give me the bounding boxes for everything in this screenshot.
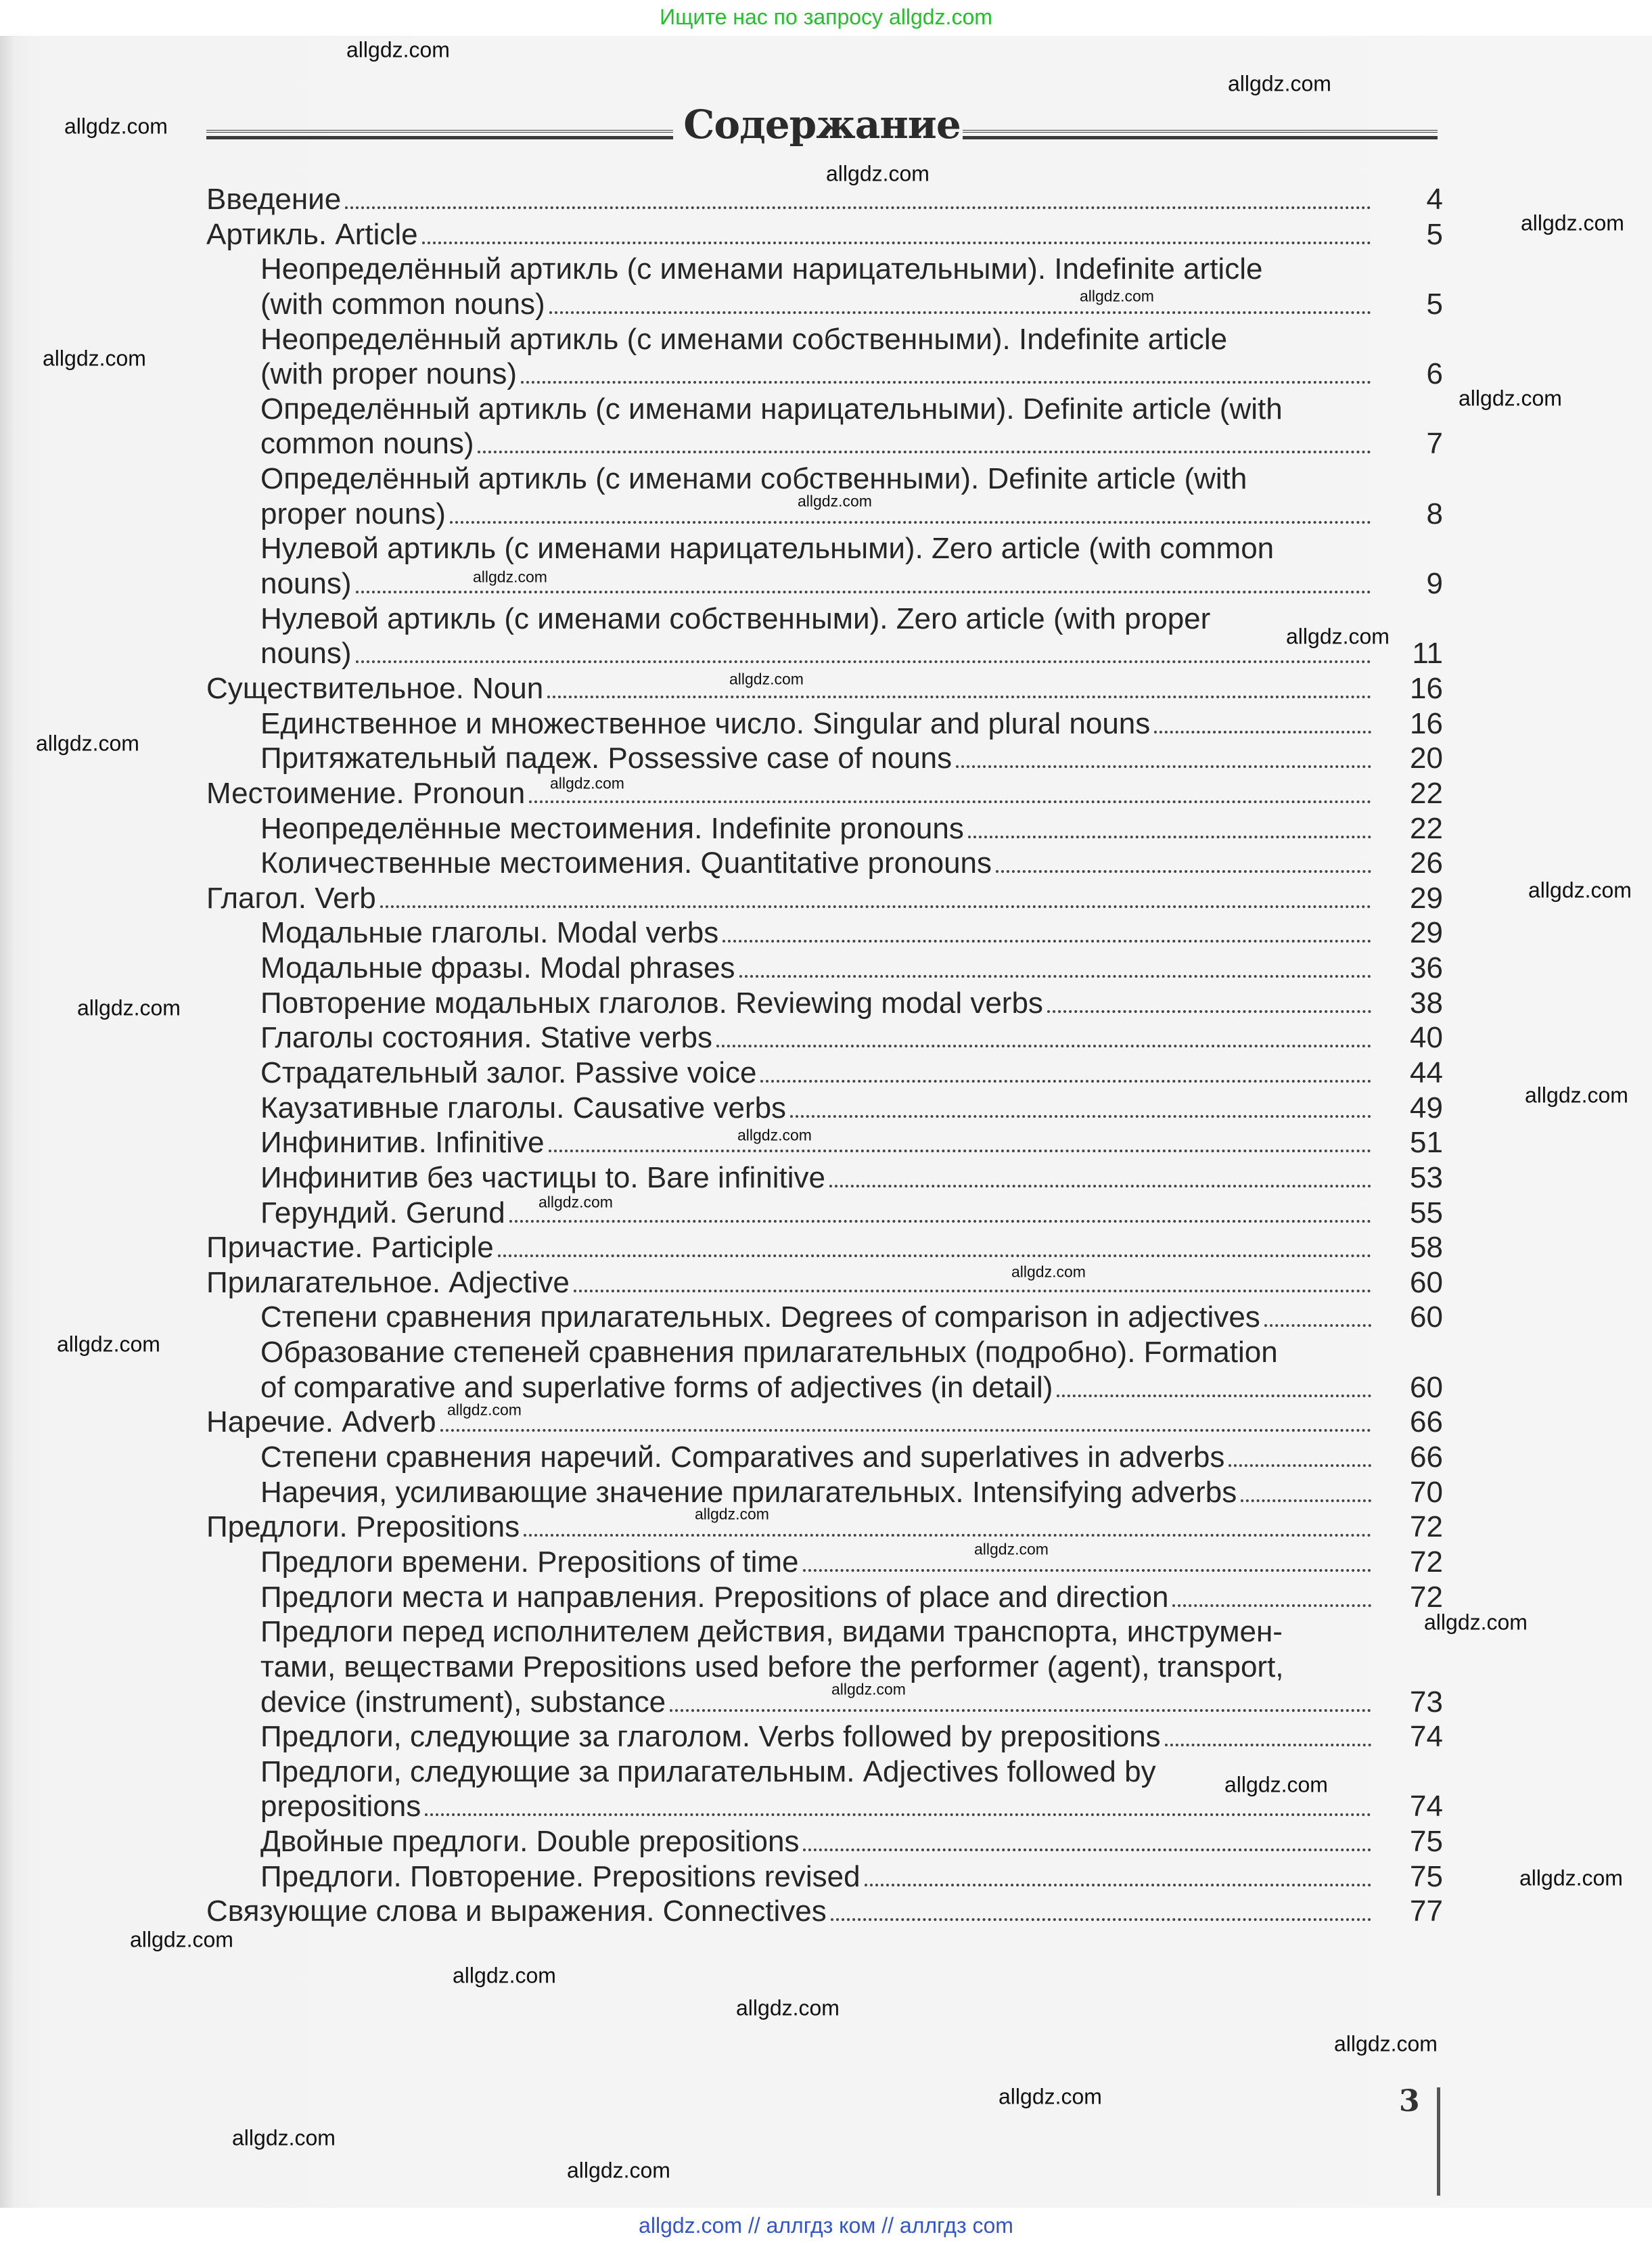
toc-page-number: 72	[1410, 1510, 1443, 1544]
toc-page-number: 38	[1410, 986, 1443, 1020]
toc-page-number: 7	[1426, 427, 1443, 461]
dot-leader	[956, 765, 1371, 768]
toc-line	[260, 1475, 1443, 1510]
toc-page-number: 55	[1410, 1196, 1443, 1229]
toc-page-number: 72	[1410, 1545, 1443, 1579]
toc-entry-title: Неопределённый артикль (с именами нарицательными). Indefinite article	[260, 252, 1263, 286]
toc-entry-title: Связующие слова и выражения. Connectives	[206, 1895, 827, 1928]
dot-leader	[574, 1290, 1371, 1292]
toc-line	[260, 602, 1210, 637]
dot-leader	[450, 521, 1371, 524]
toc-page-number: 70	[1410, 1475, 1443, 1509]
toc-entry-title: Повторение модальных глаголов. Reviewing modal verbs	[260, 986, 1043, 1020]
toc-entry-title: Неопределённый артикль (с именами собственными). Indefinite article	[260, 322, 1228, 356]
toc-entry-title: common nouns)	[260, 427, 474, 461]
dot-leader	[1172, 1604, 1371, 1607]
dot-leader	[345, 206, 1371, 209]
toc-line	[260, 706, 1443, 742]
toc-line	[260, 1685, 1443, 1720]
dot-leader	[549, 1150, 1371, 1152]
toc-line	[206, 1894, 1443, 1929]
toc-line	[260, 1440, 1443, 1475]
toc-line	[206, 881, 1443, 916]
toc-page-number: 66	[1410, 1441, 1443, 1474]
watermark: allgdz.com	[453, 1963, 556, 1988]
toc-entry-title: (with proper nouns)	[260, 357, 518, 391]
toc-page-number: 16	[1410, 706, 1443, 740]
toc-line	[260, 1754, 1156, 1790]
watermark: allgdz.com	[831, 1680, 906, 1698]
dot-leader	[478, 451, 1371, 453]
dot-leader	[498, 1254, 1371, 1257]
toc-page-number: 36	[1410, 951, 1443, 985]
watermark: allgdz.com	[737, 1126, 812, 1144]
toc-entry-title: Предлоги. Повторение. Prepositions revised	[260, 1859, 861, 1893]
toc-line	[260, 392, 1283, 427]
dot-leader	[422, 242, 1371, 244]
toc-entry-title: Нулевой артикль (с именами собственными). Zero article (with proper	[260, 602, 1211, 635]
toc-page-number: 58	[1410, 1231, 1443, 1265]
toc-line	[260, 531, 1274, 566]
toc-page-number: 26	[1410, 846, 1443, 880]
toc-page-number: 22	[1410, 776, 1443, 810]
toc-entry-title: Образование степеней сравнения прилагательных (подробно). Formation	[260, 1336, 1278, 1369]
watermark: allgdz.com	[1080, 287, 1154, 305]
toc-entry-title: proper nouns)	[260, 497, 446, 530]
toc-line	[260, 1614, 1283, 1650]
watermark: allgdz.com	[130, 1927, 233, 1952]
toc-line	[260, 1300, 1443, 1335]
toc-page-number: 29	[1410, 881, 1443, 915]
toc-line	[260, 1580, 1443, 1615]
toc-entry-title: Определённый артикль (с именами собственными). Definite article (with	[260, 462, 1247, 496]
dot-leader	[356, 660, 1371, 663]
toc-entry-title: Неопределённые местоимения. Indefinite pronouns	[260, 811, 964, 845]
watermark: allgdz.com	[1525, 1083, 1628, 1108]
watermark: allgdz.com	[538, 1193, 613, 1211]
watermark: allgdz.com	[1528, 878, 1632, 903]
watermark: allgdz.com	[826, 161, 930, 186]
page-title: Содержание	[683, 101, 961, 148]
toc-entry-title: Прилагательное. Adjective	[206, 1265, 570, 1299]
toc-page-number: 75	[1410, 1825, 1443, 1859]
toc-page-number: 6	[1426, 357, 1443, 391]
toc-page-number: 60	[1410, 1265, 1443, 1299]
toc-line	[260, 1125, 1443, 1160]
toc-line	[260, 461, 1247, 497]
toc-entry-title: Артикль. Article	[206, 217, 418, 251]
footer-banner: allgdz.com // аллгдз ком // аллгдз com	[639, 2213, 1013, 2238]
watermark: allgdz.com	[232, 2125, 336, 2150]
search-banner: Ищите нас по запросу allgdz.com	[660, 5, 992, 29]
dot-leader	[440, 1429, 1371, 1432]
toc-page-number: 16	[1410, 671, 1443, 705]
dot-leader	[509, 1220, 1371, 1223]
toc-page-number: 8	[1426, 497, 1443, 530]
toc-entry-title: Наречие. Adverb	[206, 1405, 436, 1439]
watermark: allgdz.com	[77, 995, 181, 1020]
toc-line	[260, 357, 1443, 392]
watermark: allgdz.com	[1519, 1865, 1623, 1890]
toc-entry-title: Нулевой артикль (с именами нарицательными). Zero article (with common	[260, 532, 1275, 566]
toc-page-number: 11	[1412, 637, 1443, 671]
watermark: allgdz.com	[798, 492, 872, 510]
toc-line	[260, 811, 1443, 846]
toc-line	[260, 287, 1443, 322]
watermark: allgdz.com	[1424, 1610, 1528, 1635]
watermark: allgdz.com	[473, 568, 547, 586]
toc-line	[260, 1091, 1443, 1126]
dot-leader	[1264, 1324, 1371, 1327]
dot-leader	[1165, 1744, 1371, 1746]
toc-entry-title: Существительное. Noun	[206, 671, 544, 705]
toc-entry-title: Притяжательный падеж. Possessive case of nouns	[260, 742, 953, 775]
watermark: allgdz.com	[736, 1995, 840, 2020]
watermark: allgdz.com	[1224, 1772, 1328, 1797]
watermark: allgdz.com	[447, 1401, 522, 1419]
toc-line	[206, 217, 1443, 252]
toc-page-number: 74	[1410, 1720, 1443, 1754]
toc-line	[260, 1859, 1443, 1895]
toc-line	[260, 846, 1443, 881]
watermark: allgdz.com	[1521, 210, 1624, 235]
watermark: allgdz.com	[999, 2084, 1102, 2109]
watermark: allgdz.com	[36, 731, 139, 756]
watermark: allgdz.com	[567, 2158, 670, 2183]
toc-page-number: 53	[1410, 1160, 1443, 1194]
toc-entry-title: Предлоги, следующие за прилагательным. Adjectives followed by	[260, 1754, 1156, 1788]
toc-entry-title: nouns)	[260, 567, 352, 601]
watermark: allgdz.com	[57, 1332, 160, 1357]
toc-page-number: 72	[1410, 1580, 1443, 1614]
dot-leader	[425, 1813, 1371, 1816]
toc-entry-title: Предлоги времени. Prepositions of time	[260, 1545, 799, 1579]
toc-line	[206, 1510, 1443, 1545]
toc-entry-title: Инфинитив без частицы to. Bare infinitive	[260, 1160, 825, 1194]
watermark: allgdz.com	[1011, 1263, 1086, 1281]
toc-page-number: 5	[1426, 287, 1443, 321]
dot-leader	[521, 381, 1371, 384]
dot-leader	[1047, 1010, 1371, 1013]
watermark: allgdz.com	[1286, 624, 1390, 649]
toc-line	[260, 951, 1443, 986]
dot-leader	[722, 940, 1371, 943]
toc-line	[260, 1789, 1443, 1824]
dot-leader	[803, 1569, 1371, 1572]
toc-entry-title: Герундий. Gerund	[260, 1196, 505, 1229]
toc-line	[260, 986, 1443, 1021]
dot-leader	[760, 1080, 1371, 1083]
dot-leader	[831, 1918, 1371, 1921]
toc-line	[260, 1545, 1443, 1580]
contents-header	[206, 101, 1438, 156]
toc-entry-title: Глаголы состояния. Stative verbs	[260, 1021, 713, 1055]
toc-entry-title: Введение	[206, 183, 342, 216]
dot-leader	[865, 1884, 1371, 1886]
toc-entry-title: Предлоги, следующие за глаголом. Verbs followed by prepositions	[260, 1720, 1161, 1754]
toc-page-number: 60	[1410, 1370, 1443, 1404]
watermark: allgdz.com	[1334, 2031, 1438, 2056]
dot-leader	[996, 870, 1371, 873]
toc-entry-title: Причастие. Participle	[206, 1231, 494, 1265]
dot-leader	[790, 1115, 1371, 1118]
watermark: allgdz.com	[550, 774, 624, 792]
toc-page-number: 40	[1410, 1021, 1443, 1055]
toc-page-number: 9	[1426, 567, 1443, 601]
dot-leader	[549, 311, 1371, 314]
toc-entry-title: Двойные предлоги. Double prepositions	[260, 1825, 800, 1859]
toc-entry-title: Глагол. Verb	[206, 881, 376, 915]
watermark: allgdz.com	[43, 346, 146, 371]
toc-entry-title: prepositions	[260, 1790, 421, 1823]
toc-line	[260, 1160, 1443, 1196]
toc-entry-title: Страдательный залог. Passive voice	[260, 1056, 757, 1089]
toc-entry-title: Предлоги места и направления. Prepositions of place and direction	[260, 1580, 1169, 1614]
toc-page-number: 4	[1426, 183, 1443, 216]
toc-line	[260, 1824, 1443, 1859]
toc-line	[260, 1193, 1443, 1231]
dot-leader	[547, 696, 1371, 698]
toc-entry-title: nouns)	[260, 637, 352, 671]
toc-entry-title: тами, веществами Prepositions used before the performer (agent), transport,	[260, 1650, 1284, 1683]
toc-line	[260, 915, 1443, 951]
toc-page-number: 29	[1410, 916, 1443, 950]
toc-page-number: 74	[1410, 1790, 1443, 1823]
dot-leader	[1229, 1464, 1371, 1467]
toc-page-number: 20	[1410, 742, 1443, 775]
title-rule-right	[963, 130, 1438, 139]
dot-leader	[356, 591, 1371, 593]
page-number: 3	[1399, 2084, 1420, 2119]
watermark: allgdz.com	[346, 37, 450, 62]
toc-page-number: 60	[1410, 1300, 1443, 1334]
toc-entry-title: Количественные местоимения. Quantitative pronouns	[260, 846, 992, 880]
toc-entry-title: Предлоги перед исполнителем действия, видами транспорта, инструмен-	[260, 1615, 1283, 1649]
toc-entry-title: Модальные глаголы. Modal verbs	[260, 916, 719, 950]
dot-leader	[803, 1849, 1371, 1851]
toc-page-number: 75	[1410, 1859, 1443, 1893]
toc-line	[206, 776, 1443, 811]
toc-line	[260, 426, 1443, 461]
dot-leader	[716, 1045, 1371, 1047]
toc-line	[260, 1370, 1443, 1405]
toc-line	[260, 322, 1227, 357]
watermark: allgdz.com	[729, 670, 804, 688]
dot-leader	[739, 975, 1371, 978]
toc-page-number: 49	[1410, 1091, 1443, 1125]
toc-page-number: 44	[1410, 1056, 1443, 1089]
toc-entry-title: (with common nouns)	[260, 287, 545, 321]
dot-leader	[1154, 731, 1371, 733]
toc-entry-title: Степени сравнения прилагательных. Degrees of comparison in adjectives	[260, 1300, 1260, 1334]
toc-page-number: 51	[1410, 1126, 1443, 1160]
toc-line	[260, 252, 1262, 287]
toc-entry-title: Модальные фразы. Modal phrases	[260, 951, 735, 985]
toc-entry-title: Определённый артикль (с именами нарицательными). Definite article (with	[260, 392, 1283, 426]
toc-page-number: 66	[1410, 1405, 1443, 1439]
toc-line	[206, 182, 1443, 217]
watermark: allgdz.com	[1459, 386, 1562, 411]
toc-line	[260, 741, 1443, 776]
dot-leader	[829, 1185, 1371, 1187]
watermark: allgdz.com	[64, 114, 168, 139]
watermark: allgdz.com	[1228, 71, 1331, 96]
dot-leader	[380, 905, 1371, 908]
dot-leader	[524, 1534, 1371, 1537]
toc-line	[206, 1265, 1443, 1300]
toc-line	[260, 1335, 1278, 1370]
dot-leader	[968, 836, 1371, 838]
toc-entry-title: Наречия, усиливающие значение прилагательных. Intensifying adverbs	[260, 1475, 1237, 1509]
toc-line	[260, 566, 1443, 602]
toc-line	[206, 1230, 1443, 1265]
toc-entry-title: of comparative and superlative forms of adjectives (in detail)	[260, 1370, 1053, 1404]
dot-leader	[1241, 1499, 1371, 1502]
toc-entry-title: Единственное и множественное число. Singular and plural nouns	[260, 706, 1151, 740]
toc-entry-title: Каузативные глаголы. Causative verbs	[260, 1091, 787, 1125]
toc-line	[260, 1020, 1443, 1056]
toc-page-number: 22	[1410, 811, 1443, 845]
toc-entry-title: Предлоги. Prepositions	[206, 1510, 520, 1544]
watermark: allgdz.com	[974, 1540, 1049, 1558]
dot-leader	[670, 1709, 1371, 1712]
toc-entry-title: device (instrument), substance	[260, 1685, 666, 1719]
dot-leader	[1057, 1395, 1371, 1397]
toc-line	[260, 1056, 1443, 1091]
toc-line	[206, 1405, 1443, 1440]
toc-line	[260, 1650, 1284, 1685]
toc-entry-title: Степени сравнения наречий. Comparatives and superlatives in adverbs	[260, 1441, 1225, 1474]
toc-page-number: 73	[1410, 1685, 1443, 1719]
watermark: allgdz.com	[695, 1505, 769, 1523]
toc-entry-title: Инфинитив. Infinitive	[260, 1126, 545, 1160]
toc-line	[260, 1719, 1443, 1754]
page-edge-line	[1437, 2087, 1440, 2196]
toc-page-number: 5	[1426, 217, 1443, 251]
toc-entry-title: Местоимение. Pronoun	[206, 776, 526, 810]
dot-leader	[529, 800, 1371, 803]
toc-page-number: 77	[1410, 1895, 1443, 1928]
